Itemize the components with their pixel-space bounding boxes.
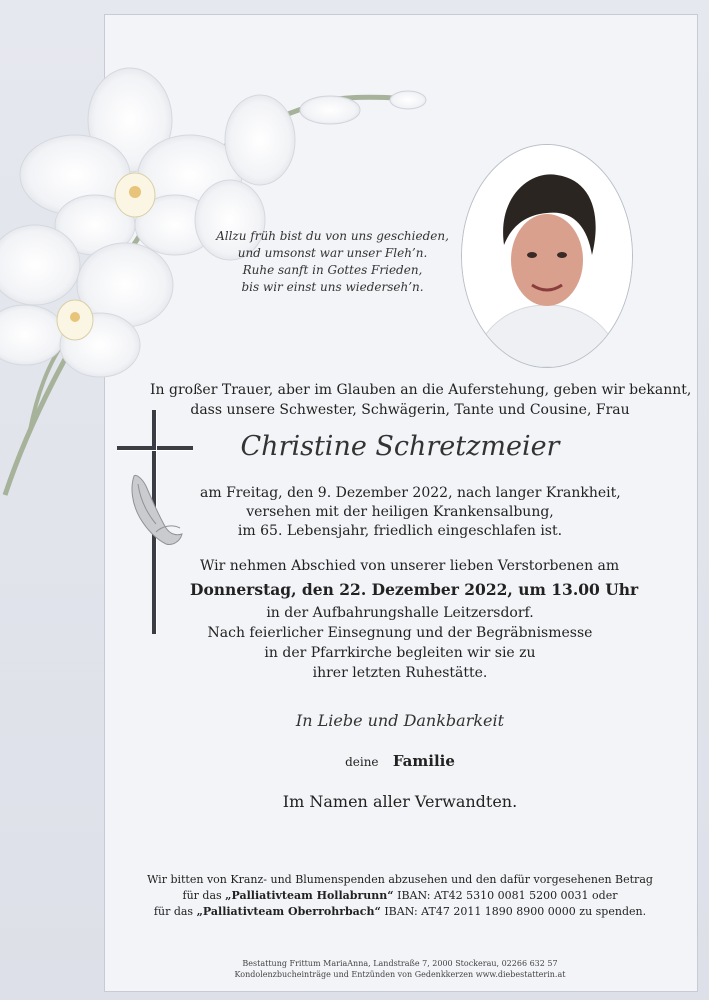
memorial-verse: [210, 228, 455, 296]
details-line: versehen mit der heiligen Krankensalbung,: [246, 504, 554, 520]
donation-org: „Palliativteam Hollabrunn“: [225, 889, 394, 902]
announcement-line: dass unsere Schwester, Schwägerin, Tante und Cousine, Frau: [190, 402, 630, 418]
verse-line: und umsonst war unser Fleh’n.: [237, 246, 428, 260]
place-line: in der Aufbahrungshalle Leitzersdorf.: [266, 605, 534, 621]
portrait-photo: [461, 144, 633, 368]
deceased-name: Christine Schretzmeier: [240, 431, 560, 462]
donation-iban: IBAN: AT42 5310 0081 5200 0031 oder: [393, 889, 618, 902]
donation-prefix: für das: [182, 889, 226, 902]
announcement-text: [150, 380, 692, 420]
funeral-home-footer: [200, 958, 600, 980]
donation-request: [140, 872, 660, 920]
relatives-line: Im Namen aller Verwandten.: [282, 792, 518, 811]
footer-line: Bestattung Frittum MariaAnna, Landstraße 7, 2000 Stockerau, 02266 632 57: [242, 959, 558, 968]
verse-line: Ruhe sanft in Gottes Frieden,: [242, 263, 423, 277]
verse-line: Allzu früh bist du von uns geschieden,: [216, 229, 449, 243]
family-name: Familie: [392, 752, 455, 770]
place-line: ihrer letzten Ruhestätte.: [312, 665, 488, 681]
farewell-text: Wir nehmen Abschied von unserer lieben Verstorbenen am: [200, 558, 620, 574]
donation-prefix: für das: [153, 905, 197, 918]
place-line: Nach feierlicher Einsegnung und der Begräbnismesse: [207, 625, 593, 641]
family-prefix: deine: [345, 755, 379, 769]
details-line: im 65. Lebensjahr, friedlich eingeschlafen ist.: [237, 523, 563, 539]
verse-line: bis wir einst uns wiederseh’n.: [241, 280, 424, 294]
praying-hands-icon: [126, 474, 184, 548]
donation-iban: IBAN: AT47 2011 1890 8900 0000 zu spenden.: [380, 905, 647, 918]
funeral-date: Donnerstag, den 22. Dezember 2022, um 13.00 Uhr: [190, 580, 639, 599]
details-line: am Freitag, den 9. Dezember 2022, nach langer Krankheit,: [200, 485, 621, 501]
announcement-line: In großer Trauer, aber im Glauben an die Auferstehung, geben wir bekannt,: [150, 382, 692, 398]
death-details: [200, 484, 621, 541]
funeral-place: [200, 603, 600, 683]
footer-line: Kondolenzbucheinträge und Entzünden von Gedenkkerzen www.diebestatterin.at: [234, 970, 566, 979]
family-signature: [290, 752, 510, 770]
donation-line: [140, 904, 660, 920]
donation-org: „Palliativteam Oberrohrbach“: [196, 905, 381, 918]
donation-line: [140, 888, 660, 904]
place-line: in der Pfarrkirche begleiten wir sie zu: [264, 645, 536, 661]
donation-line: Wir bitten von Kranz- und Blumenspenden abzusehen und den dafür vorgesehenen Betrag: [147, 873, 653, 886]
closing-phrase: In Liebe und Dankbarkeit: [295, 711, 505, 730]
